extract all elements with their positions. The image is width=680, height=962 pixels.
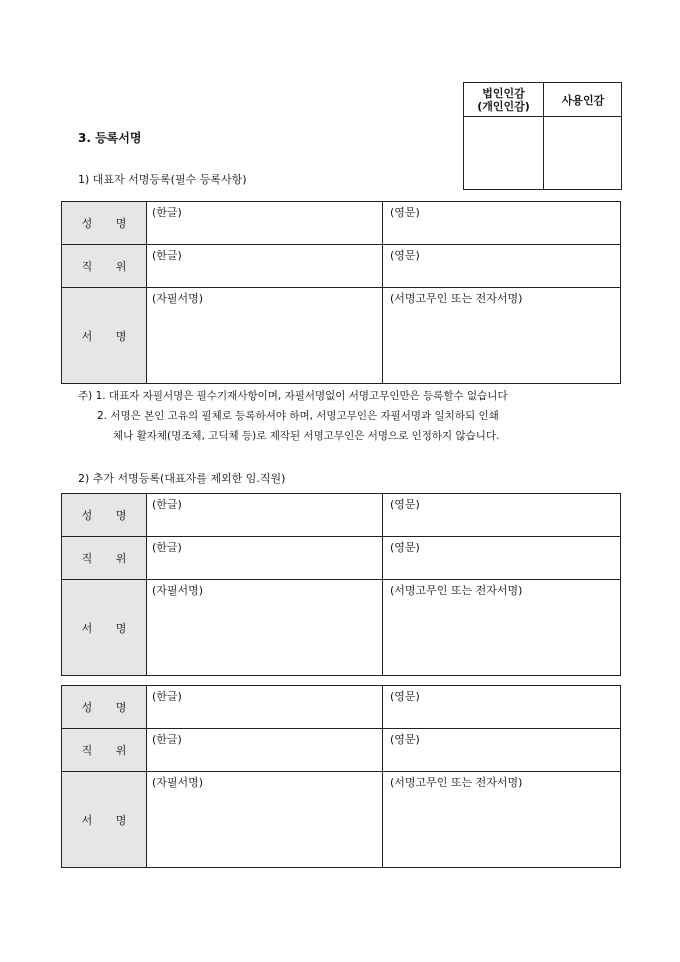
position-english-field[interactable]: (영문) xyxy=(390,249,420,262)
name-korean-field[interactable]: (한글) xyxy=(147,686,383,728)
representative-signature-table xyxy=(61,201,621,384)
corporate-seal-header xyxy=(464,83,543,116)
stamp-signature-field[interactable]: (서명고무인 또는 전자서명) xyxy=(390,776,523,789)
corporate-seal-line1: 법인인감 xyxy=(482,86,525,100)
name-row xyxy=(62,494,620,536)
position-english-field[interactable]: (영문) xyxy=(390,541,420,554)
additional-signature-table-1 xyxy=(61,493,621,676)
signature-label: 서 명 xyxy=(62,580,147,675)
position-korean-field[interactable]: (한글) xyxy=(147,729,383,771)
stamp-signature-field[interactable]: (서명고무인 또는 전자서명) xyxy=(390,584,523,597)
position-row xyxy=(62,728,620,771)
section-title: 3. 등록서명 xyxy=(78,131,142,145)
additional-signature-table-2 xyxy=(61,685,621,868)
position-korean-field[interactable]: (한글) xyxy=(147,537,383,579)
handwritten-signature-field[interactable]: (자필서명) xyxy=(147,772,383,867)
position-english-field[interactable]: (영문) xyxy=(390,733,420,746)
signature-row xyxy=(62,579,620,675)
position-label: 직 위 xyxy=(62,729,147,771)
name-english-field[interactable]: (영문) xyxy=(390,690,420,703)
name-label: 성 명 xyxy=(62,494,147,536)
name-korean-field[interactable]: (한글) xyxy=(147,202,383,244)
position-row xyxy=(62,244,620,287)
note-line-3: 체나 활자체(명조체, 고딕체 등)로 제작된 서명고무인은 서명으로 인정하지 않습니다. xyxy=(113,430,500,442)
name-label: 성 명 xyxy=(62,686,147,728)
name-english-field[interactable]: (영문) xyxy=(390,206,420,219)
name-english-field[interactable]: (영문) xyxy=(390,498,420,511)
seal-divider-vertical xyxy=(543,83,544,189)
signature-label: 서 명 xyxy=(62,772,147,867)
position-row xyxy=(62,536,620,579)
name-label: 성 명 xyxy=(62,202,147,244)
seal-box xyxy=(463,82,622,190)
subsection-representative: 1) 대표자 서명등록(필수 등록사항) xyxy=(78,173,247,186)
stamp-signature-field[interactable]: (서명고무인 또는 전자서명) xyxy=(390,292,523,305)
seal-divider-horizontal xyxy=(464,116,621,117)
subsection-additional: 2) 추가 서명등록(대표자를 제외한 임.직원) xyxy=(78,472,286,485)
position-label: 직 위 xyxy=(62,537,147,579)
handwritten-signature-field[interactable]: (자필서명) xyxy=(147,580,383,675)
signature-label: 서 명 xyxy=(62,288,147,383)
name-row xyxy=(62,202,620,244)
name-row xyxy=(62,686,620,728)
position-korean-field[interactable]: (한글) xyxy=(147,245,383,287)
corporate-seal-line2: (개인인감) xyxy=(477,99,530,113)
name-korean-field[interactable]: (한글) xyxy=(147,494,383,536)
handwritten-signature-field[interactable]: (자필서명) xyxy=(147,288,383,383)
signature-row xyxy=(62,287,620,383)
used-seal-header: 사용인감 xyxy=(561,93,605,107)
note-line-1: 주) 1. 대표자 자필서명은 필수기재사항이며, 자필서명없이 서명고무인만은 등록할수 없습니다 xyxy=(78,390,508,402)
note-line-2: 2. 서명은 본인 고유의 필체로 등록하셔야 하며, 서명고무인은 자필서명과 일치하되 인쇄 xyxy=(97,410,499,422)
position-label: 직 위 xyxy=(62,245,147,287)
signature-row xyxy=(62,771,620,867)
